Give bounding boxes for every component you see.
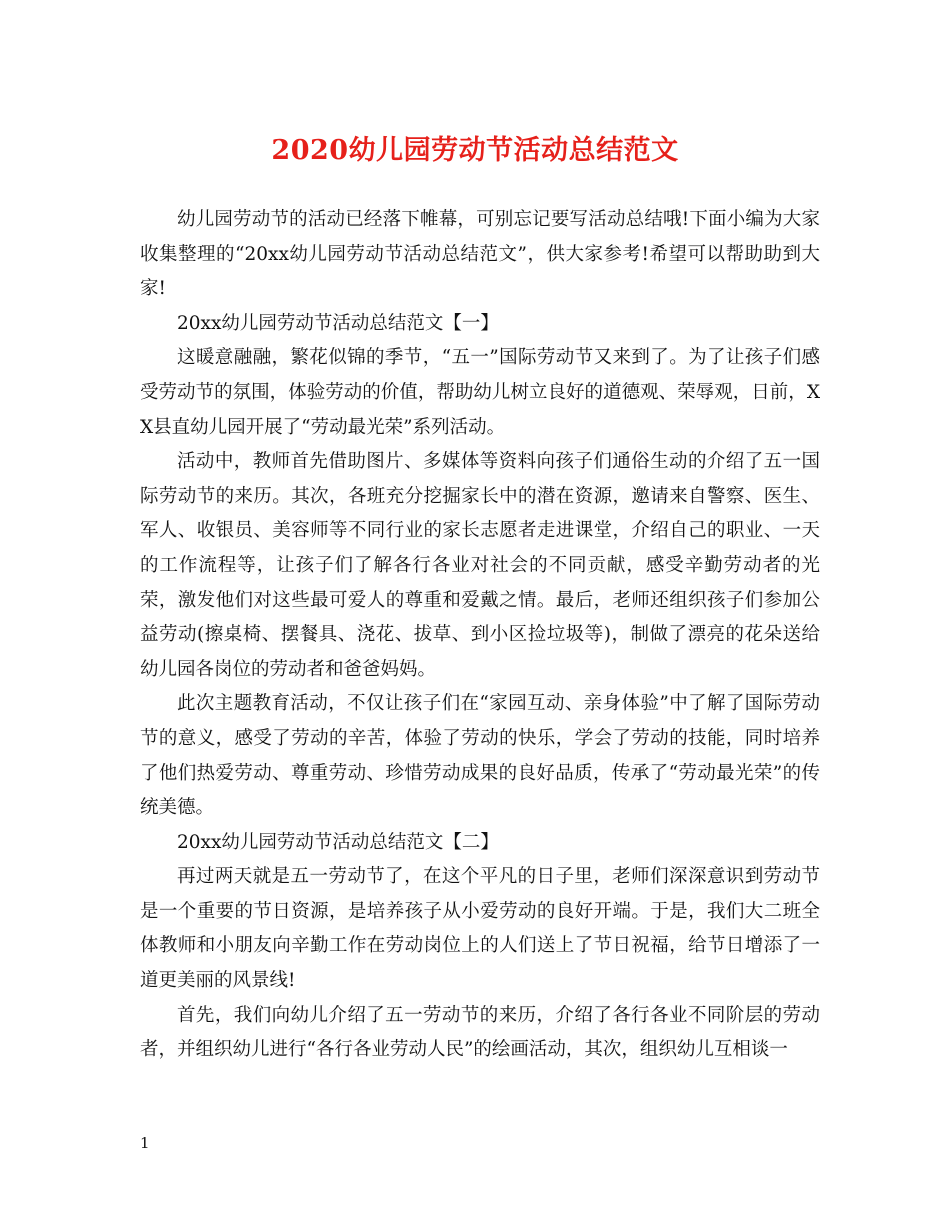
page-number: 1 bbox=[140, 1134, 150, 1152]
section-heading-one: 20xx幼儿园劳动节活动总结范文【一】 bbox=[177, 312, 499, 334]
paragraph: 这暖意融融，繁花似锦的季节，“五一”国际劳动节又来到了。为了让孩子们感受劳动节的氛围，体验劳动的价值，帮助幼儿树立良好的道德观、荣辱观，日前，XX县直幼儿园开展了“劳动最光荣”系列活动。 bbox=[140, 347, 820, 438]
paragraph: 活动中，教师首先借助图片、多媒体等资料向孩子们通俗生动的介绍了五一国际劳动节的来历。其次，各班充分挖掘家长中的潜在资源，邀请来自警察、医生、军人、收银员、美容师等不同行业的家长志愿者走进课堂，介绍自己的职业、一天的工作流程等，让孩子们了解各行各业对社会的不同贡献，感受辛勤劳动者的光荣，激发他们对这些最可爱人的尊重和爱戴之情。最后，老师还组织孩子们参加公益劳动(擦桌椅、摆餐具、浇花、拔草、到小区捡垃圾等)，制做了漂亮的花朵送给幼儿园各岗位的劳动者和爸爸妈妈。 bbox=[140, 451, 820, 680]
paragraph: 首先，我们向幼儿介绍了五一劳动节的来历，介绍了各行各业不同阶层的劳动者，并组织幼儿进行“各行各业劳动人民”的绘画活动，其次，组织幼儿互相谈一 bbox=[140, 1004, 820, 1061]
section-heading-two: 20xx幼儿园劳动节活动总结范文【二】 bbox=[177, 831, 499, 853]
document-body bbox=[140, 203, 820, 1068]
paragraph: 此次主题教育活动，不仅让孩子们在“家园互动、亲身体验”中了解了国际劳动节的意义，感受了劳动的辛苦，体验了劳动的快乐，学会了劳动的技能，同时培养了他们热爱劳动、尊重劳动、珍惜劳动成果的良好品质，传承了“劳动最光荣”的传统美德。 bbox=[140, 693, 820, 819]
document-title: 2020幼儿园劳动节活动总结范文 bbox=[271, 135, 679, 166]
paragraph: 再过两天就是五一劳动节了，在这个平凡的日子里，老师们深深意识到劳动节是一个重要的节日资源，是培养孩子从小爱劳动的良好开端。于是，我们大二班全体教师和小朋友向辛勤工作在劳动岗位上的人们送上了节日祝福，给节日增添了一道更美丽的风景线! bbox=[140, 866, 820, 992]
paragraph-intro: 幼儿园劳动节的活动已经落下帷幕，可别忘记要写活动总结哦!下面小编为大家收集整理的“20xx幼儿园劳动节活动总结范文”，供大家参考!希望可以帮助助到大家! bbox=[140, 209, 820, 300]
